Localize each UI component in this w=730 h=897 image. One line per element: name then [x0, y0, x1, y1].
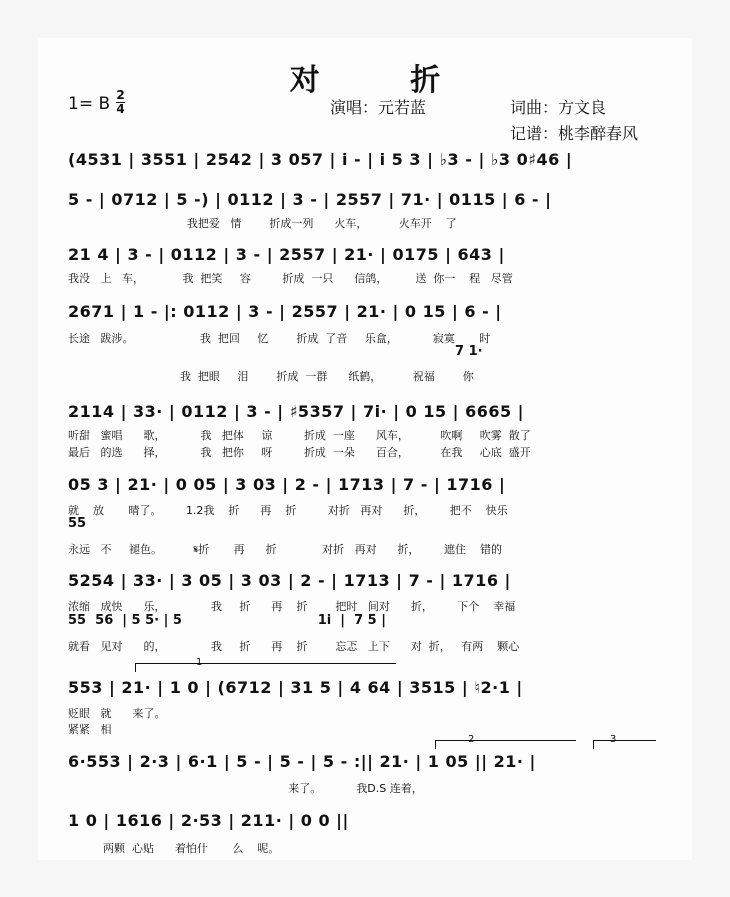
notation-row-5: 2114 | 33· | 0112 | 3 - | ♯5357 | 7i· | 0 15 | 6665 | [68, 402, 525, 421]
notation-row-10: 1 0 | 1616 | 2·53 | 211· | 0 0 || [68, 811, 349, 830]
lyric-line-4a: 长途 跋涉。 我 把回 忆 折成 了音 乐盒， 寂寞 时 [68, 332, 491, 345]
volta-3-bracket [593, 740, 656, 749]
key-signature: 1= B [68, 94, 111, 114]
volta-1-number: 1 [196, 657, 203, 668]
lyric-line-6b: 永远 不 褪色。 𝄋折 再 折 对折 再对 折， 遮住 错的 [68, 543, 503, 556]
lyric-line-5a: 听甜 蜜唱 歌， 我 把体 谅 折成 一座 风车， 吹啊 吹雾 散了 [68, 429, 531, 442]
notation-row-3: 21 4 | 3 - | 0112 | 3 - | 2557 | 21· | 0175 | 643 | [68, 245, 505, 264]
notation-row-4: 2671 | 1 - |: 0112 | 3 - | 2557 | 21· | 0 15 | 6 - | [68, 302, 502, 321]
lyric-line-4b: 我 把眼 泪 折成 一群 纸鹤， 祝福 你 [68, 370, 474, 383]
singer-credit: 演唱：元若蓝 [330, 98, 427, 117]
time-signature [116, 89, 125, 116]
lyric-line-7a: 浓缩 成快 乐， 我 折 再 折 把时 间对 折， 下个 幸福 [68, 600, 516, 613]
notation-row-1: (4531 | 3551 | 2542 | 3 057 | i - | i 5 3 | ♭3 - | ♭3 0♯46 | [68, 150, 573, 169]
volta-2-number: 2 [468, 734, 475, 745]
alt-notes-2: 55 [68, 516, 87, 531]
lyric-line-9: 来了。 我D.S 连着， [68, 782, 423, 795]
transcriber-credit: 记谱：桃李醉春风 [510, 124, 639, 143]
volta-3-number: 3 [610, 734, 617, 745]
lyric-line-7b: 就看 见对 的， 我 折 再 折 忘忑 上下 对 折， 有两 颗心 [68, 640, 520, 653]
volta-2-bracket [435, 740, 576, 749]
lyric-line-8b: 紧紧 相 [68, 723, 112, 736]
time-signature-top: 2 [116, 88, 125, 102]
volta-1-bracket [135, 663, 396, 672]
lyric-line-5b: 最后 的选 择， 我 把你 呀 折成 一朵 百合， 在我 心底 盛开 [68, 446, 531, 459]
lyric-line-8a: 贬眼 就 来了。 [68, 707, 166, 720]
lyric-line-6a: 就 放 晴了。 1.2我 折 再 折 对折 再对 折， 把不 快乐 [68, 504, 508, 517]
notation-row-2: 5 - | 0712 | 5 -) | 0112 | 3 - | 2557 | 71· | 0115 | 6 - | [68, 190, 552, 209]
composer-credit: 词曲：方文良 [510, 98, 607, 117]
alt-notes-1: 7 1· [455, 344, 483, 359]
lyric-line-2: 我把爱 情 折成一列 火车， 火车开 了 [68, 217, 457, 230]
lyric-line-10: 两颗 心贴 着怕什 么 呢。 [68, 842, 280, 855]
notation-row-7: 5254 | 33· | 3 05 | 3 03 | 2 - | 1713 | 7 - | 1716 | [68, 571, 511, 590]
notation-row-6: 05 3 | 21· | 0 05 | 3 03 | 2 - | 1713 | 7 - | 1716 | [68, 475, 506, 494]
notation-row-9: 6·553 | 2·3 | 6·1 | 5 - | 5 - | 5 - :|| 21· | 1 05 || 21· | [68, 752, 536, 771]
alt-notes-3: 55 56 | 5 5· | 5 1i | 7 5 | [68, 613, 386, 628]
lyric-line-3: 我没 上 车， 我 把笑 容 折成 一只 信鸽， 送 你一 程 尽管 [68, 272, 513, 285]
notation-row-8: 553 | 21· | 1 0 | (6712 | 31 5 | 4 64 | 3515 | ♮2·1 | [68, 678, 523, 697]
song-title: 对 折 [289, 63, 481, 98]
time-signature-bottom: 4 [116, 102, 125, 116]
